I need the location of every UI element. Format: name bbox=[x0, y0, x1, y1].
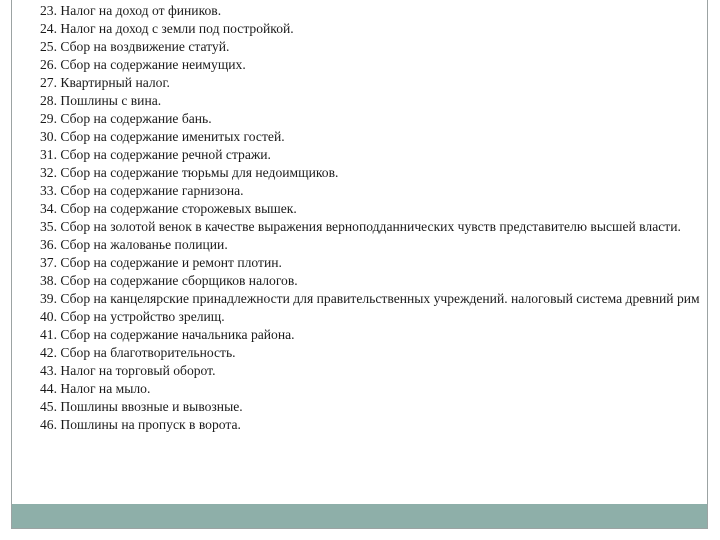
tax-list bbox=[4, 2, 710, 434]
list-item: 44. Налог на мыло. bbox=[40, 381, 151, 396]
list-item: 25. Сбор на воздвижение статуй. bbox=[40, 39, 230, 54]
list-item: 46. Пошлины на пропуск в ворота. bbox=[40, 417, 241, 432]
list-item: 36. Сбор на жалованье полиции. bbox=[40, 237, 228, 252]
list-item: 24. Налог на доход с земли под постройкой. bbox=[40, 21, 294, 36]
list-item: 28. Пошлины с вина. bbox=[40, 93, 162, 108]
footer-bar bbox=[12, 504, 707, 528]
list-item: 45. Пошлины ввозные и вывозные. bbox=[40, 399, 243, 414]
list-item: 41. Сбор на содержание начальника района. bbox=[40, 327, 295, 342]
list-item: 35. Сбор на золотой венок в качестве выражения верноподданнических чувств представителю высшей власти. bbox=[40, 219, 681, 234]
list-item: 23. Налог на доход от фиников. bbox=[40, 3, 222, 18]
list-item: 38. Сбор на содержание сборщиков налогов. bbox=[40, 273, 298, 288]
list-item: 29. Сбор на содержание бань. bbox=[40, 111, 212, 126]
list-item: 32. Сбор на содержание тюрьмы для недоимщиков. bbox=[40, 165, 339, 180]
list-item: 39. Сбор на канцелярские принадлежности для правительственных учреждений. налоговый система древний рим bbox=[40, 291, 700, 306]
list-item: 34. Сбор на содержание сторожевых вышек. bbox=[40, 201, 297, 216]
list-item: 27. Квартирный налог. bbox=[40, 75, 170, 90]
list-item: 33. Сбор на содержание гарнизона. bbox=[40, 183, 244, 198]
list-item: 31. Сбор на содержание речной стражи. bbox=[40, 147, 271, 162]
list-item: 30. Сбор на содержание именитых гостей. bbox=[40, 129, 285, 144]
list-item: 43. Налог на торговый оборот. bbox=[40, 363, 216, 378]
list-item: 37. Сбор на содержание и ремонт плотин. bbox=[40, 255, 282, 270]
list-item: 26. Сбор на содержание неимущих. bbox=[40, 57, 246, 72]
list-item: 40. Сбор на устройство зрелищ. bbox=[40, 309, 225, 324]
list-item: 42. Сбор на благотворительность. bbox=[40, 345, 236, 360]
